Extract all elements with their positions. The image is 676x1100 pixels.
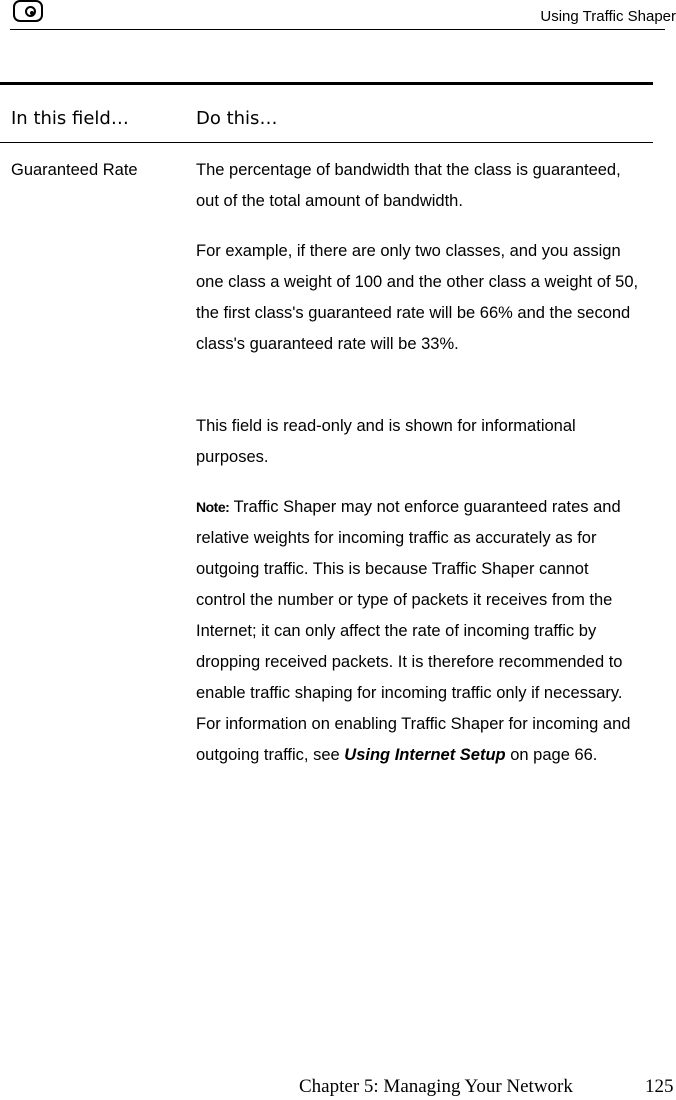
column-header-action: Do this…	[196, 108, 278, 129]
table-header-divider	[0, 142, 653, 143]
note-paragraph	[196, 492, 641, 771]
footer-chapter-title: Chapter 5: Managing Your Network	[299, 1076, 573, 1097]
running-header-title: Using Traffic Shaper	[540, 8, 676, 25]
note-text: Traffic Shaper may not enforce guaranteed rates and relative weights for incoming traffic as accurately as for outgoing traffic. This is because Traffic Shaper cannot control the number or type of packets it receives from the Internet; it can only affect the rate of incoming traffic by dropping received packets. It is therefore recommended to enable traffic shaping for incoming traffic only if necessary. For information on enabling Traffic Shaper for incoming and outgoing traffic, see	[196, 498, 631, 764]
read-only-paragraph: This field is read-only and is shown for informational purposes.	[196, 417, 576, 466]
eye-logo-icon	[13, 0, 43, 22]
eye-pupil	[30, 11, 34, 15]
field-name-guaranteed-rate: Guaranteed Rate	[11, 161, 138, 179]
table-top-rule	[0, 82, 653, 85]
note-label: Note:	[196, 499, 230, 515]
header-divider	[10, 29, 665, 30]
column-header-field: In this field…	[11, 108, 129, 129]
description-paragraph: The percentage of bandwidth that the class is guaranteed, out of the total amount of bandwidth.	[196, 161, 621, 210]
note-suffix: on page 66.	[505, 746, 598, 764]
using-internet-setup-link[interactable]: Using Internet Setup	[344, 746, 506, 764]
example-paragraph: For example, if there are only two classes, and you assign one class a weight of 100 and the other class a weight of 50, the first class's guaranteed rate will be 66% and the second class's guaranteed rate will be 33%.	[196, 242, 639, 353]
eye-ring	[25, 6, 36, 17]
footer-page-number: 125	[645, 1076, 674, 1097]
